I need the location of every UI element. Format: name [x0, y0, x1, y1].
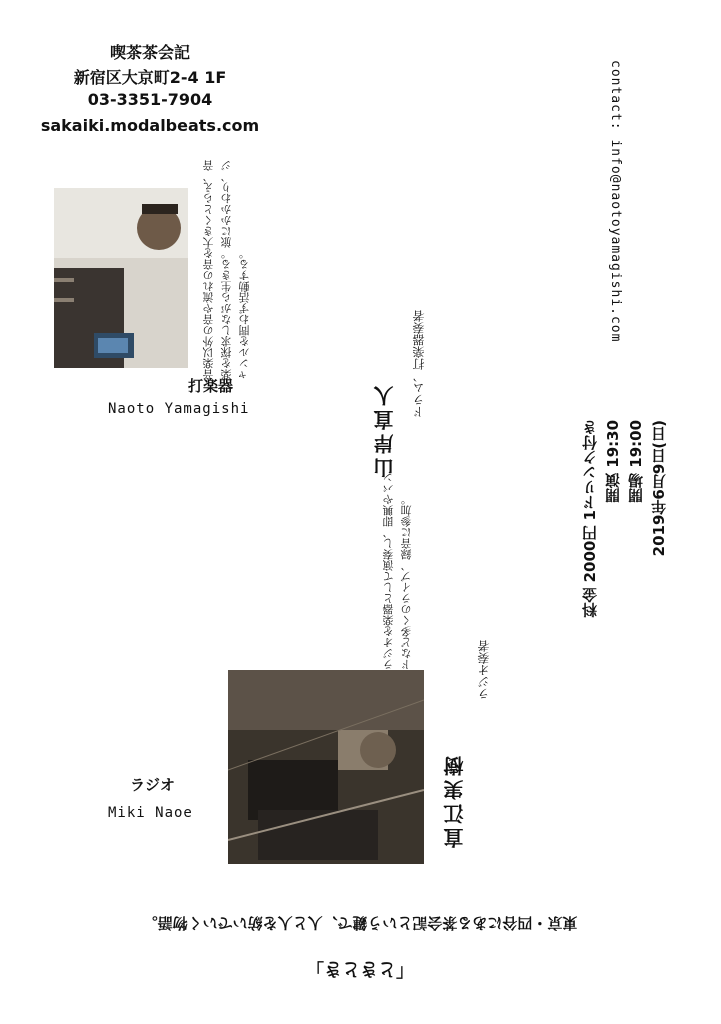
- performer-label-ja-naoto: 打楽器: [188, 377, 234, 395]
- footer-tagline: 東京・四谷にある茶会記という鍵で、人と人を紡いでいく物語。: [142, 914, 578, 932]
- performer-name-naoto: 山岸直人: [373, 382, 397, 478]
- performer-photo-miki: [228, 670, 424, 864]
- performer-roles-naoto: ドラム、打楽器奏者: [412, 310, 426, 418]
- performer-label-en-naoto: Naoto Yamagishi: [108, 401, 250, 417]
- performer-bio-miki: ラジオを楽器として演奏し、即興やバンドなど多くのライブ、録音に参加。: [382, 472, 413, 670]
- contact-email: contact: info@naotoyamagishi.com: [608, 60, 623, 343]
- performer-label-ja-miki: ラジオ: [130, 776, 176, 794]
- event-start: 開演 19:30: [604, 420, 622, 503]
- performer-roles-miki: ラジオ奏者: [477, 640, 491, 700]
- performer-photo-naoto: [54, 188, 188, 368]
- event-open: 開場 19:00: [627, 420, 645, 503]
- performer-name-miki: 直江実樹: [443, 752, 467, 848]
- performer-label-en-miki: Miki Naoe: [108, 805, 193, 821]
- venue-address: 新宿区大京町2-4 1F: [73, 68, 227, 87]
- performer-bio-naoto: 音楽以外の音や流れの音を大きくとらえ、音楽を探求しながら生きる。旅にかかわり、ジャンルを問わず活動する。: [202, 160, 251, 380]
- event-fee: 料金 2000円 1ドリンク付き: [581, 420, 599, 618]
- event-date: 2019年6月9日(日): [650, 420, 668, 557]
- venue-name: 喫茶茶会記: [109, 43, 190, 62]
- venue-url: sakaiki.modalbeats.com: [40, 116, 260, 135]
- venue-phone: 03-3351-7904: [87, 90, 213, 109]
- footer-title: 「ときとき」: [306, 958, 414, 979]
